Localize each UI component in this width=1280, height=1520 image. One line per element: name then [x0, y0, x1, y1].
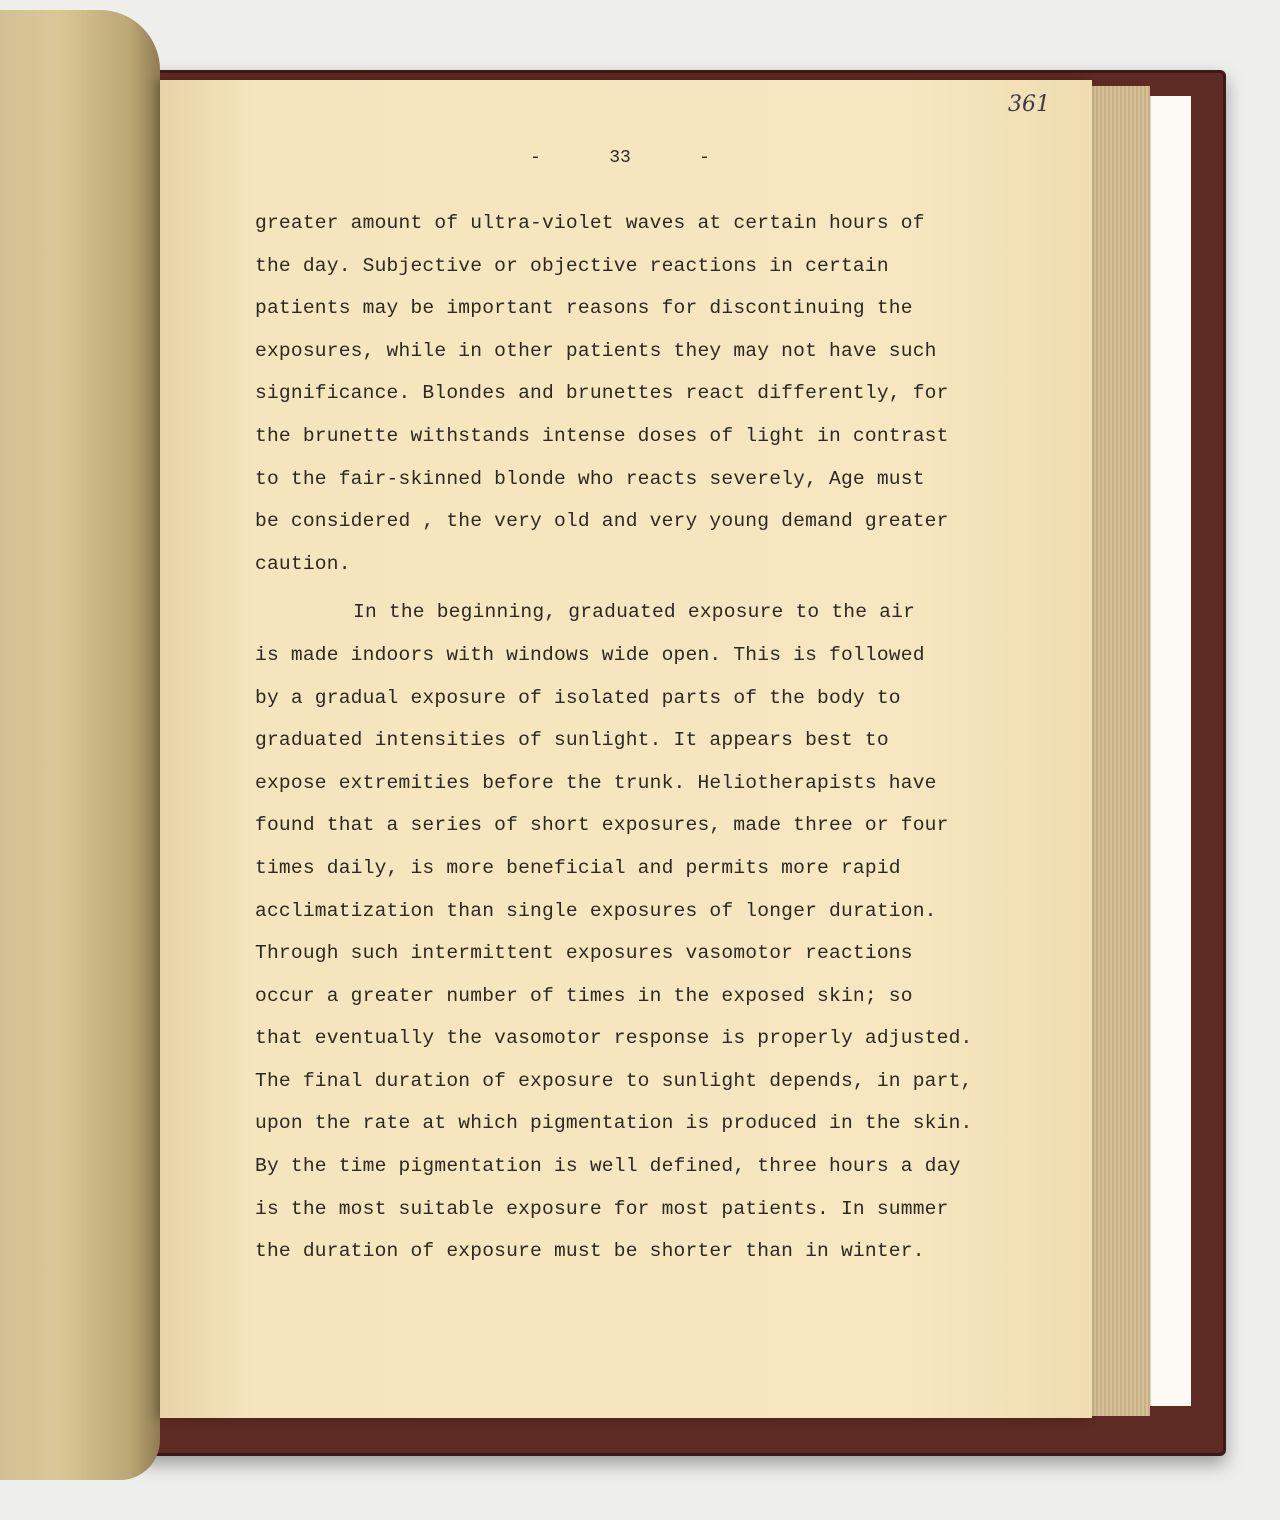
- text-line: greater amount of ultra-violet waves at certain hours of: [255, 212, 925, 234]
- text-line: occur a greater number of times in the exposed skin; so: [255, 984, 913, 1007]
- text-line: found that a series of short exposures, made three or four: [255, 814, 949, 837]
- typed-text-block: [255, 202, 1015, 1273]
- left-page: [0, 10, 160, 1480]
- text-line: be considered , the very old and very young demand greater: [255, 510, 949, 533]
- text-line: By the time pigmentation is well defined, three hours a day: [255, 1155, 961, 1178]
- text-line: is the most suitable exposure for most patients. In summer: [255, 1197, 949, 1220]
- text-line: exposures, while in other patients they may not have such: [255, 339, 937, 362]
- page-edges: [1090, 86, 1150, 1416]
- bleed-through-text: [0, 10, 76, 1520]
- text-line: graduated intensities of sunlight. It appears best to: [255, 729, 889, 752]
- blank-sheets: [1150, 96, 1191, 1406]
- text-line: the day. Subjective or objective reactions in certain: [255, 254, 889, 277]
- text-line: the duration of exposure must be shorter than in winter.: [255, 1240, 925, 1263]
- page-number-dash-left: -: [530, 148, 541, 168]
- text-line: Through such intermittent exposures vasomotor reactions: [255, 942, 913, 965]
- text-line: caution.: [255, 552, 351, 575]
- text-line: times daily, is more beneficial and permits more rapid: [255, 856, 901, 879]
- text-line: The final duration of exposure to sunlight depends, in part,: [255, 1069, 973, 1092]
- text-line: In the beginning, graduated exposure to the air: [353, 601, 916, 624]
- text-line: to the fair-skinned blonde who reacts severely, Age must: [255, 467, 925, 490]
- page-number-dash-right: -: [699, 148, 710, 168]
- page-number-row: [530, 148, 710, 168]
- folio-number: 361: [1008, 92, 1050, 117]
- text-line: acclimatization than single exposures of longer duration.: [255, 899, 937, 922]
- text-line: by a gradual exposure of isolated parts of the body to: [255, 686, 901, 709]
- text-line: significance. Blondes and brunettes react differently, for: [255, 382, 949, 405]
- paragraph-2: [255, 591, 1015, 1273]
- paragraph-1: [255, 202, 1015, 585]
- text-line: patients may be important reasons for discontinuing the: [255, 297, 913, 320]
- text-line: is made indoors with windows wide open. This is followed: [255, 643, 925, 666]
- text-line: the brunette withstands intense doses of light in contrast: [255, 424, 949, 447]
- text-line: expose extremities before the trunk. Heliotherapists have: [255, 771, 937, 794]
- page-number: 33: [609, 148, 631, 168]
- text-line: that eventually the vasomotor response is properly adjusted.: [255, 1027, 973, 1050]
- text-line: upon the rate at which pigmentation is produced in the skin.: [255, 1112, 973, 1135]
